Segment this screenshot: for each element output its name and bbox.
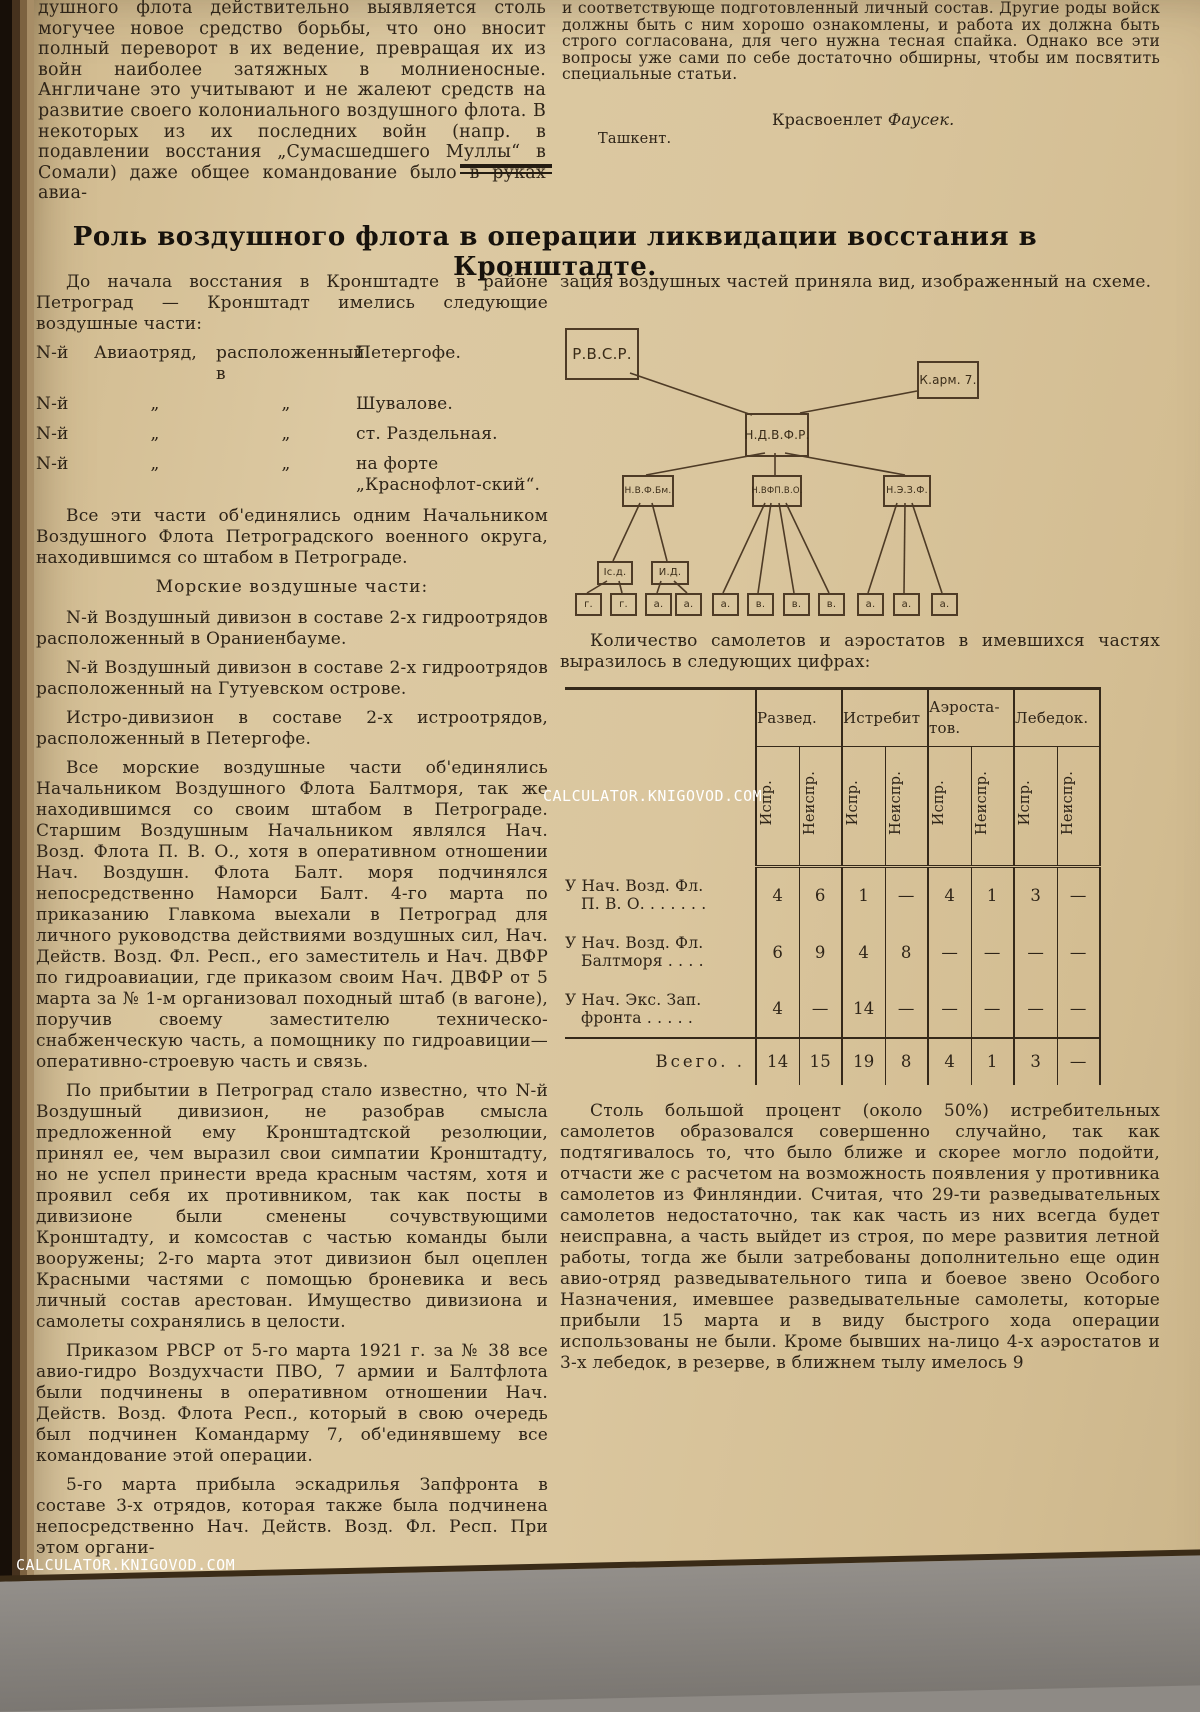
prev-article-right-column [562,0,1160,165]
total-value: 4 [928,1038,971,1085]
table-row [565,867,1100,924]
unit-row [36,424,548,445]
all-naval-paragraph: Все морские воздушные части об'единялись Начальником Воздушного Флота Балтморя, так же находившимся со своим штабом в Петрограде. Старшим Воздушным Начальником являлся Нач. Возд. Флота П. В. О., хотя в оперативном отношении Нач. Воздушн. Флота Балт. моря подчинялся непосредственно Наморси Балт. 4-го марта по приказанию Главкома выехали в Петроград для личного руководства действиями воздушных сил, Нач. Действ. Возд. Фл. Респ., его заместитель и Нач. ДВФР по гидроавиации, где приказом своим Нач. ДВФР от 5 марта за № 1-м организовал походный штаб (в вагоне), поручив своему заместителю техническо-снабженческую часть, а помощнику по гидроавиции—оперативно-строевую часть и связь. [36,758,548,1072]
cell-value: — [1057,867,1100,924]
unit-number: N-й [36,394,69,414]
diagram-leaf-unit: в. [783,593,810,616]
naval-division-1: N-й Воздушный дивизон в составе 2-х гидроотрядов расположенный в Ораниенбауме. [36,608,548,649]
table-caption: Количество самолетов и аэростатов в имевшихся частях выразилось в следующих цифрах: [560,631,1160,672]
istro-division: Истро-дивизион в составе 2-х истроотрядов, расположенный в Петергофе. [36,708,548,749]
table-row [565,981,1100,1038]
ditto-mark: „ [150,454,160,474]
cell-value: — [885,867,928,924]
article-right-column [560,272,1160,1382]
unit-number: N-й [36,424,69,444]
ditto-mark: „ [281,454,291,474]
diagram-node-nvfbm: Н.В.Ф.Бм. [622,475,674,507]
subheader-ispr: Испр. [845,780,862,826]
org-chart-lines [560,313,1160,625]
unit-place: ст. Раздельная. [356,424,498,444]
signature-role: Красвоенлет [772,110,883,129]
unit-type: Авиаотряд, [94,343,198,363]
cell-value: — [1057,924,1100,981]
unit-number: N-й [36,343,69,363]
scheme-paragraph: зация воздушных частей приняла вид, изображенный на схеме. [560,272,1152,292]
total-label: Всего. . [565,1038,756,1085]
total-value: 19 [842,1038,885,1085]
watermark-bottom: CALCULATOR.KNIGOVOD.COM [16,1556,236,1574]
unit-number: N-й [36,454,69,474]
total-value: 8 [885,1038,928,1085]
march5-paragraph: 5-го марта прибыла эскадрилья Запфронта в составе 3-х отрядов, которая также была подчинена непосредственно Нач. Действ. Возд. Фл. Респ. При этом органи- [36,1475,548,1558]
diagram-node-isd: Iс.д. [597,561,633,585]
unit-located: расположенный в [216,343,365,384]
diagram-node-karm7: К.арм. 7. [917,361,979,399]
subheader-neispr: Неиспр. [801,771,818,835]
total-value: — [1057,1038,1100,1085]
total-value: 14 [756,1038,799,1085]
diagram-node-nezf: Н.Э.З.Ф. [883,475,931,507]
article-title: Роль воздушного флота в операции ликвидации восстания в Кронштадте. [72,222,1038,282]
cell-value: 4 [842,924,885,981]
diagram-leaf-unit: а. [931,593,958,616]
ditto-mark: „ [281,394,291,414]
aircraft-table [565,687,1101,1085]
cell-value: 4 [756,981,799,1038]
cell-value: 8 [885,924,928,981]
subheader-ispr: Испр. [931,780,948,826]
total-value: 15 [799,1038,842,1085]
cell-value: — [971,981,1014,1038]
cell-value: 4 [928,867,971,924]
cell-value: — [885,981,928,1038]
diagram-leaf-unit: а. [712,593,739,616]
aircraft-table-wrap [565,687,1160,1085]
unit-place: Шувалове. [356,394,453,414]
cell-value: 6 [799,867,842,924]
place-tashkent: Ташкент. [598,131,672,147]
org-chart [560,313,1160,625]
diagram-node-rvsr: Р.В.С.Р. [565,328,639,380]
row-label-line2: П. В. О. . . . . . . [581,895,707,913]
order-paragraph: Приказом РВСР от 5-го марта 1921 г. за № 38 все авио-гидро Воздухчасти ПВО, 7 армии и Балтфлота были подчинены в оперативном отношении Нач. Действ. Возд. Флота Респ., который в свою очередь был подчинен Командарму 7, об'единявшему все командование этой операции. [36,1341,548,1466]
col-group-razved: Развед. [756,689,842,747]
cell-value: 6 [756,924,799,981]
cell-value: — [1014,981,1057,1038]
unit-list [36,343,548,496]
subheader-ispr: Испр. [759,780,775,826]
total-value: 3 [1014,1038,1057,1085]
subheader-ispr: Испр. [1017,780,1034,826]
unit-place: Петергофе. [356,343,462,363]
cell-value: — [971,924,1014,981]
diagram-node-nvfpvo: Н.ВФП.В.О. [752,475,802,507]
col-group-istrebit: Истребит [842,689,928,747]
naval-division-2: N-й Воздушный дивизон в составе 2-х гидроотрядов расположенный на Гутуевском острове. [36,658,548,699]
intro-paragraph: До начала восстания в Кронштадте в районе Петроград — Кронштадт имелись следующие воздушные части: [36,272,548,334]
table-row [565,924,1100,981]
diagram-node-id: И.Д. [651,561,689,585]
total-value: 1 [971,1038,1014,1085]
cell-value: 1 [971,867,1014,924]
cell-value: 3 [1014,867,1057,924]
row-label-line2: Балтморя . . . . [581,952,704,970]
article-left-column [36,272,548,1567]
table-corner-cell [565,689,756,867]
diagram-leaf-unit: а. [857,593,884,616]
cell-value: — [799,981,842,1038]
cell-value: 4 [756,867,799,924]
cell-value: — [928,981,971,1038]
row-label-line2: фронта . . . . . [581,1008,694,1027]
signature-name: Фаусек. [887,110,955,129]
diagram-leaf-unit: г. [575,593,602,616]
subheading-naval-units: Морские воздушные части: [155,577,429,597]
arrival-paragraph: По прибытии в Петроград стало известно, что N-й Воздушный дивизион, не разобрав смысла предложенной ему Кронштадтской резолюции, принял ее, чем выразил свои симпатии Кронштадту, но не успел принести вреда красным частям, хотя и проявил себя их противником, так как посты в дивизионе были сменены сочувствующими Кронштадту, и комсостав с частью команды были вооружены; 2-го марта этот дивизион был оцеплен Красными частями с помощью броневика и весь личный состав арестован. Имущество дивизиона и самолеты сохранялись в целости. [36,1081,548,1332]
ditto-mark: „ [150,424,160,444]
united-paragraph: Все эти части об'единялись одним Начальником Воздушного Флота Петроградского военного округа, находившимся со штабом в Петрограде. [36,506,548,568]
section-divider [460,164,552,174]
subheader-neispr: Неиспр. [1059,771,1076,835]
row-label-line1: У Нач. Экс. Зап. [565,990,702,1009]
unit-row [36,454,548,496]
cell-value: — [1057,981,1100,1038]
diagram-leaf-unit: в. [747,593,774,616]
prev-article-left-text: душного флота действительно выявляется столь могучее новое средство борьбы, что оно вносит полный переворот в их ведение, превращая их из войн наиболее затяжных в молниеносные. Англичане это учитывают и не жалеют средств на развитие своего колониального воздушного флота. В некоторых из их последних войн (напр. в подавлении восстания „Сумасшедшего Муллы“ в Сомали) даже общее командование было в руках авиа- [38,0,546,204]
diagram-leaf-unit: г. [610,593,637,616]
table-total-row [565,1038,1100,1085]
ditto-mark: „ [281,424,291,444]
diagram-leaf-unit: а. [645,593,672,616]
cell-value: — [1014,924,1057,981]
book-spine [0,0,34,1600]
cell-value: 14 [842,981,885,1038]
watermark-center: CALCULATOR.KNIGOVOD.COM [543,787,763,805]
unit-row [36,394,548,415]
ditto-mark: „ [150,394,160,414]
prev-article-right-text: и соответствующе подготовленный личный состав. Другие роды войск должны быть с ним хорошо ознакомлены, и работа их должна быть строго согласована, для чего нужна тесная спайка. Однако все эти вопросы уже сами по себе достаточно обширны, чтобы им посвятить специальные статьи. [562,0,1160,84]
author-signature [772,112,954,129]
cell-value: 1 [842,867,885,924]
cell-value: — [928,924,971,981]
cell-value: 9 [799,924,842,981]
row-label-line1: У Нач. Возд. Фл. [565,934,704,952]
unit-row [36,343,548,385]
diagram-leaf-unit: а. [675,593,702,616]
subheader-neispr: Неиспр. [973,771,990,835]
percent-paragraph: Столь большой процент (около 50%) истребительных самолетов образовался совершенно случайно, так как подтягивалось то, что было ближе и скорее могло подойти, отчасти же с расчетом на возможность появления у противника самолетов из Финляндии. Считая, что 29-ти разведывательных самолетов недостаточно, так как часть из них всегда будет неисправна, а часть выйдет из строя, по мере развития летной работы, тогда же были затребованы дополнительно еще один авио-отряд разведывательного типа и боевое звено Особого Назначения, имевшее разведывательные самолеты, которые прибыли 15 марта и в виду быстрого хода операции использованы не были. Кроме бывших на-лицо 4-х аэростатов и 3-х лебедок, в резерве, в ближнем тылу имелось 9 [560,1100,1160,1373]
diagram-leaf-unit: а. [893,593,920,616]
col-group-lebedok: Лебедок. [1014,689,1100,747]
diagram-node-ndvfr: Н.Д.В.Ф.Р. [745,413,809,457]
diagram-leaf-unit: в. [818,593,845,616]
unit-place: на форте „Краснофлот-ский“. [356,454,541,495]
row-label-line1: У Нач. Возд. Фл. [565,877,704,895]
subheader-neispr: Неиспр. [887,771,904,835]
col-group-aerostat: Аэроста-тов. [928,689,1014,747]
